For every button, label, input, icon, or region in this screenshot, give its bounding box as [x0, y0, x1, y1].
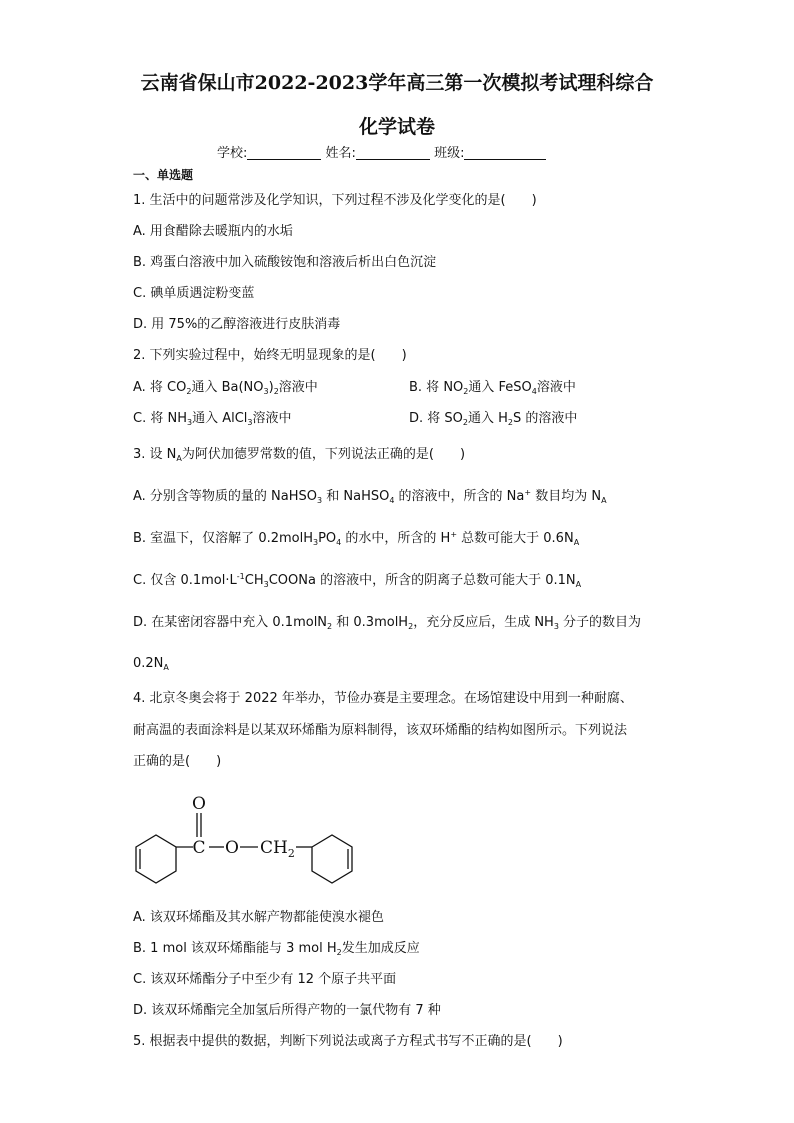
- school-label: 学校:: [217, 146, 248, 161]
- q3-option-b: B. 室温下，仅溶解了 $0.2molH_3PO_4$ 的水中，所含的 H+ 总数可能大于 $0.6N_A$: [133, 530, 580, 547]
- q4-option-d: D. 该双环烯酯完全加氢后所得产物的一氯代物有 7 种: [133, 1003, 441, 1018]
- ester-structure-diagram: [120, 785, 370, 895]
- q3-option-a: A. 分别含等物质的量的 NaHSO$_3$ 和 NaHSO$_4$ 的溶液中，所含的 Na+ 数目均为 $N_A$: [133, 488, 607, 505]
- exam-subtitle: 化学试卷: [358, 116, 435, 138]
- q2-stem: 2. 下列实验过程中，始终无明显现象的是( ): [133, 348, 407, 363]
- q3-option-d: D. 在某密闭容器中充入 0.1molN$_2$ 和 0.3molH$_2$，充分反应后，生成 $NH_3$ 分子的数目为: [133, 615, 642, 631]
- q2-option-a: A. 将 $CO_2$通入 $Ba(NO_3)_2$溶液中: [133, 380, 318, 396]
- q4-stem-line3: 正确的是( ): [133, 754, 222, 769]
- q2-option-b: B. 将 $NO_2$通入 FeSO$_4$溶液中: [409, 380, 576, 396]
- student-info-row: [217, 145, 546, 163]
- class-blank: [464, 145, 546, 160]
- name-blank: [356, 145, 430, 160]
- carbonyl-oxygen-label: O: [192, 794, 206, 814]
- name-label: 姓名:: [325, 146, 356, 161]
- q2-option-c: C. 将 $NH_3$通入 AlCl$_3$溶液中: [133, 411, 292, 427]
- q1-stem: 1. 生活中的问题常涉及化学知识，下列过程不涉及化学变化的是( ): [133, 193, 537, 208]
- q3-stem: 3. 设 $N_A$为阿伏加德罗常数的值，下列说法正确的是( ): [133, 447, 466, 463]
- q5-stem: 5. 根据表中提供的数据，判断下列说法或离子方程式书写不正确的是( ): [133, 1034, 563, 1049]
- q4-stem-line1: 4. 北京冬奥会将于 2022 年举办，节俭办赛是主要理念。在场馆建设中用到一种耐腐、: [133, 691, 633, 706]
- q3-option-d-continued: $0.2N_A$: [133, 656, 169, 672]
- q1-option-d: D. 用 75%的乙醇溶液进行皮肤消毒: [133, 317, 341, 332]
- school-blank: [247, 145, 321, 160]
- right-cyclohexene-ring: [312, 835, 352, 883]
- q4-stem-line2: 耐高温的表面涂料是以某双环烯酯为原料制得，该双环烯酯的结构如图所示。下列说法: [133, 723, 628, 738]
- q3-option-c: C. 仅含 $0.1mol\cdot L^{-1}CH_3COONa$ 的溶液中，所含的阴离子总数可能大于 $0.1N_A$: [133, 572, 582, 589]
- ch2-label: $CH_2$: [260, 838, 295, 860]
- section-title: 一、单选题: [133, 168, 194, 182]
- q1-option-a: A. 用食醋除去暖瓶内的水垢: [133, 224, 293, 239]
- q4-option-a: A. 该双环烯酯及其水解产物都能使溴水褪色: [133, 910, 384, 925]
- q4-option-b: B. 1 mol 该双环烯酯能与 3 mol $H_2$发生加成反应: [133, 941, 420, 957]
- q1-option-c: C. 碘单质遇淀粉变蓝: [133, 286, 255, 301]
- q4-option-c: C. 该双环烯酯分子中至少有 12 个原子共平面: [133, 972, 397, 987]
- q2-option-d: D. 将 $SO_2$通入 $H_2S$ 的溶液中: [409, 411, 578, 427]
- left-cyclohexene-ring: [136, 835, 176, 883]
- carbon-label: C: [192, 838, 206, 858]
- q1-option-b: B. 鸡蛋白溶液中加入硫酸铵饱和溶液后析出白色沉淀: [133, 255, 437, 270]
- exam-title: 云南省保山市2022-2023学年高三第一次模拟考试理科综合: [140, 72, 654, 94]
- ester-oxygen-label: O: [225, 838, 239, 858]
- class-label: 班级:: [434, 146, 465, 161]
